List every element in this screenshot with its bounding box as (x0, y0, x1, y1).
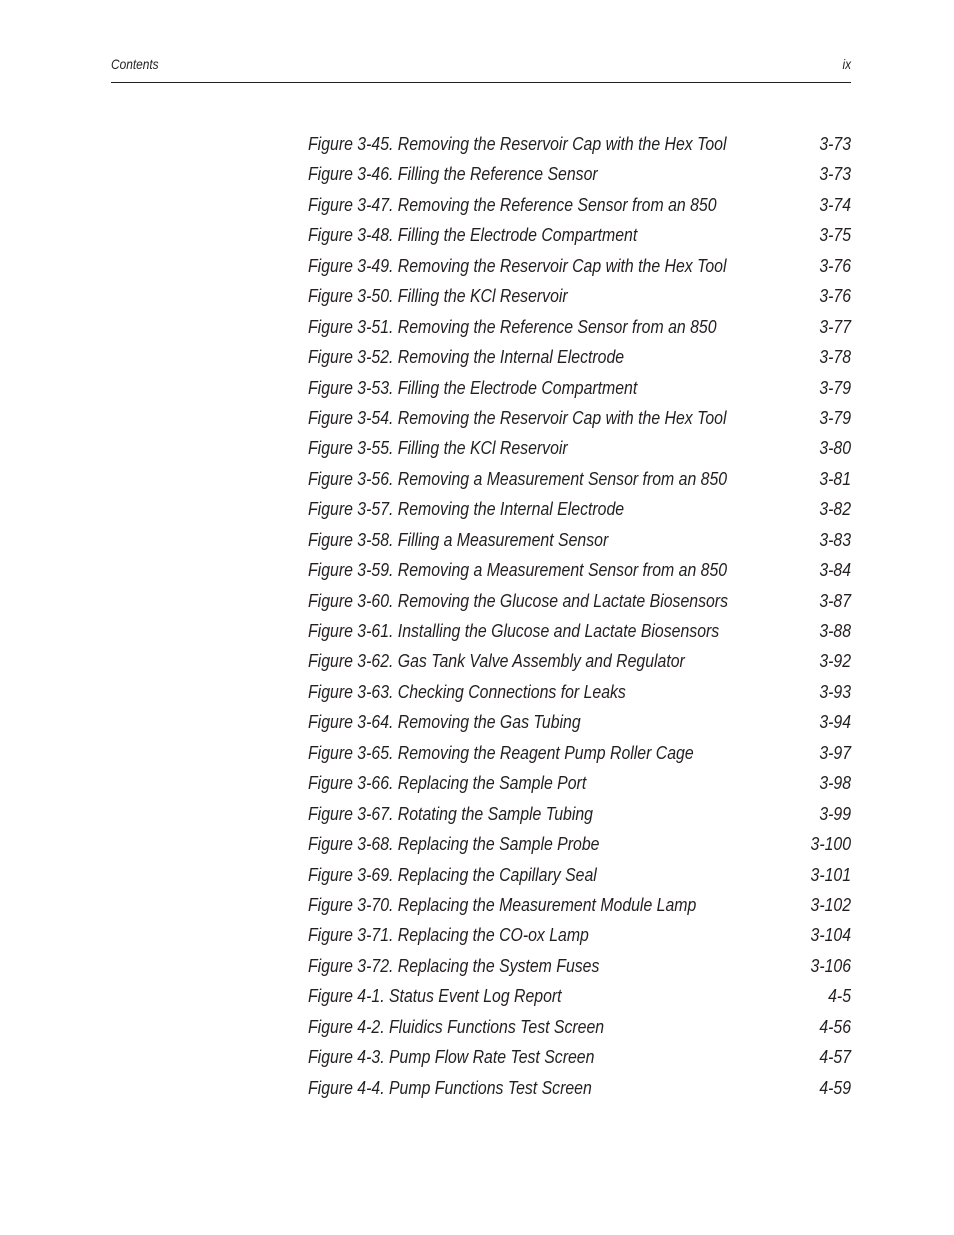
toc-entry-title: Figure 3-64. Removing the Gas Tubing (308, 712, 581, 733)
toc-entry-page: 3-87 (819, 590, 851, 611)
toc-entry-page: 3-74 (819, 194, 851, 215)
toc-entry (308, 403, 851, 433)
toc-entry-title: Figure 3-51. Removing the Reference Sensor from an 850 (308, 316, 717, 337)
toc-entry-page: 3-80 (819, 438, 851, 459)
toc-entry (308, 981, 851, 1011)
toc-entry-title: Figure 3-63. Checking Connections for Leaks (308, 681, 626, 702)
toc-entry-title: Figure 3-55. Filling the KCl Reservoir (308, 438, 568, 459)
toc-entry (308, 1012, 851, 1042)
toc-entry-page: 3-92 (819, 651, 851, 672)
toc-entry-page: 3-82 (819, 499, 851, 520)
toc-entry (308, 646, 851, 676)
page-header (111, 56, 851, 83)
toc-entry-title: Figure 3-52. Removing the Internal Electrode (308, 347, 625, 368)
toc-entry-page: 3-88 (819, 621, 851, 641)
header-page-number: ix (842, 56, 851, 72)
toc-entry-title: Figure 3-47. Removing the Reference Sensor from an 850 (308, 194, 717, 215)
toc-entry-page: 3-73 (819, 134, 851, 154)
toc-entry (308, 616, 851, 646)
toc-entry-title: Figure 3-65. Removing the Reagent Pump Roller Cage (308, 742, 694, 763)
toc-entry (308, 1042, 851, 1072)
toc-entry-title: Figure 3-48. Filling the Electrode Compartment (308, 225, 638, 246)
toc-entry-page: 3-78 (819, 347, 851, 368)
toc-entry-page: 3-76 (819, 255, 851, 276)
toc-entry-page: 3-75 (819, 225, 851, 246)
toc-entry (308, 464, 851, 494)
toc-entry-title: Figure 3-59. Removing a Measurement Sensor from an 850 (308, 560, 728, 581)
toc-entry-title: Figure 3-45. Removing the Reservoir Cap with the Hex Tool (308, 134, 727, 154)
toc-entry-title: Figure 3-62. Gas Tank Valve Assembly and Regulator (308, 651, 685, 672)
toc-entry (308, 586, 851, 616)
toc-entry-title: Figure 3-53. Filling the Electrode Compartment (308, 377, 638, 398)
header-section-title: Contents (111, 56, 159, 72)
toc-entry-page: 3-104 (810, 925, 851, 946)
toc-entry-page: 3-79 (819, 407, 851, 428)
toc-entry-page: 3-98 (819, 773, 851, 794)
toc-entry-page: 3-83 (819, 529, 851, 550)
toc-entry-title: Figure 3-49. Removing the Reservoir Cap with the Hex Tool (308, 255, 727, 276)
toc-entry-page: 3-84 (819, 560, 851, 581)
toc-entry-page: 3-93 (819, 681, 851, 702)
toc-entry-page: 3-76 (819, 286, 851, 307)
toc-entry-title: Figure 3-58. Filling a Measurement Sensor (308, 529, 609, 550)
toc-entry (308, 738, 851, 768)
list-of-figures (308, 129, 851, 1103)
toc-entry (308, 494, 851, 524)
toc-entry-title: Figure 3-61. Installing the Glucose and Lactate Biosensors (308, 621, 720, 641)
toc-entry-page: 3-97 (819, 742, 851, 763)
toc-entry (308, 951, 851, 981)
toc-entry-page: 3-73 (819, 164, 851, 185)
toc-entry-page: 4-57 (819, 1047, 851, 1068)
toc-entry (308, 281, 851, 311)
toc-entry-page: 4-5 (828, 986, 851, 1007)
toc-entry (308, 768, 851, 798)
toc-entry (308, 159, 851, 189)
toc-entry-title: Figure 3-46. Filling the Reference Sensor (308, 164, 598, 185)
toc-entry-title: Figure 4-2. Fluidics Functions Test Screen (308, 1016, 605, 1037)
toc-entry-title: Figure 3-71. Replacing the CO-ox Lamp (308, 925, 589, 946)
toc-entry-page: 4-59 (819, 1077, 851, 1098)
toc-entry-page: 3-94 (819, 712, 851, 733)
toc-entry-title: Figure 3-60. Removing the Glucose and Lactate Biosensors (308, 590, 728, 611)
toc-entry-title: Figure 3-54. Removing the Reservoir Cap with the Hex Tool (308, 407, 727, 428)
toc-entry (308, 373, 851, 403)
toc-entry-page: 3-106 (810, 955, 851, 976)
toc-entry-page: 3-79 (819, 377, 851, 398)
toc-entry (308, 342, 851, 372)
toc-entry-page: 4-56 (819, 1016, 851, 1037)
toc-entry (308, 129, 851, 159)
toc-entry (308, 677, 851, 707)
toc-entry (308, 1073, 851, 1103)
toc-entry (308, 890, 851, 920)
toc-entry-page: 3-77 (819, 316, 851, 337)
toc-entry-page: 3-102 (810, 894, 851, 915)
toc-entry-title: Figure 3-72. Replacing the System Fuses (308, 955, 600, 976)
toc-entry-title: Figure 3-67. Rotating the Sample Tubing (308, 803, 593, 824)
toc-entry (308, 829, 851, 859)
toc-entry-title: Figure 4-3. Pump Flow Rate Test Screen (308, 1047, 595, 1068)
toc-entry (308, 251, 851, 281)
toc-entry (308, 190, 851, 220)
toc-entry-title: Figure 3-50. Filling the KCl Reservoir (308, 286, 568, 307)
toc-entry (308, 920, 851, 950)
toc-entry-title: Figure 3-70. Replacing the Measurement Module Lamp (308, 894, 697, 915)
toc-entry (308, 799, 851, 829)
toc-entry-page: 3-81 (819, 468, 851, 489)
toc-entry-title: Figure 3-57. Removing the Internal Electrode (308, 499, 625, 520)
toc-entry-title: Figure 4-4. Pump Functions Test Screen (308, 1077, 592, 1098)
toc-entry-title: Figure 3-56. Removing a Measurement Sensor from an 850 (308, 468, 728, 489)
toc-entry (308, 525, 851, 555)
toc-entry (308, 433, 851, 463)
toc-entry-page: 3-101 (810, 864, 851, 885)
toc-entry (308, 555, 851, 585)
toc-entry-title: Figure 4-1. Status Event Log Report (308, 986, 562, 1007)
toc-entry-page: 3-99 (819, 803, 851, 824)
toc-entry (308, 860, 851, 890)
toc-entry-title: Figure 3-69. Replacing the Capillary Seal (308, 864, 597, 885)
toc-entry-title: Figure 3-68. Replacing the Sample Probe (308, 834, 600, 855)
toc-entry (308, 220, 851, 250)
toc-entry-title: Figure 3-66. Replacing the Sample Port (308, 773, 587, 794)
toc-entry-page: 3-100 (810, 834, 851, 855)
toc-entry (308, 707, 851, 737)
toc-entry (308, 312, 851, 342)
